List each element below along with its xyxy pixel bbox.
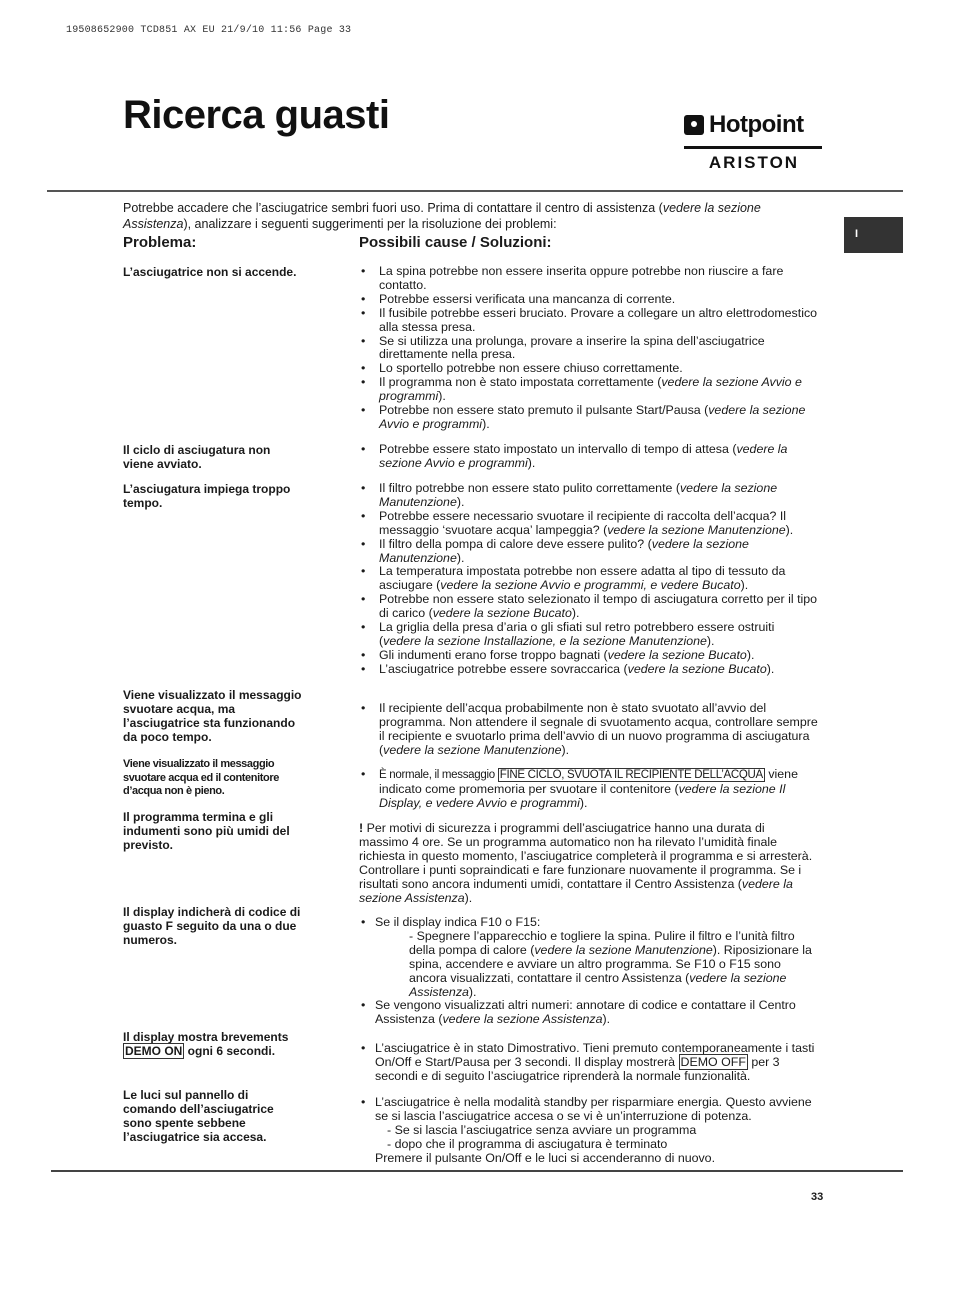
solution-text: Il recipiente dell’acqua probabilmente non è stato svuotato all’avvio del programma. Non attendere il segnale di svuotamento acqua, controllare sempre il recipiente e svuotarlo prima dell’avvio di un nuovo programma di asciugatura ( [379, 701, 818, 757]
solution-text: ). [602, 1012, 611, 1027]
solution-text: ). [579, 795, 588, 810]
problem-item: L’asciugatrice non si accende. [123, 265, 297, 279]
problem-text: ogni 6 secondi. [184, 1044, 276, 1058]
solution-text: Il filtro della pompa di calore deve essere pulito? ( [379, 536, 652, 551]
intro-part: ), analizzare i seguenti suggerimenti per la risoluzione dei problemi: [183, 217, 557, 231]
page-title: Ricerca guasti [123, 93, 390, 137]
solution-item [359, 404, 819, 432]
solution-text: Se vengono visualizzati altri numeri: annotare di codice e contattare il Centro Assistenza ( [375, 998, 796, 1027]
solution-text: Potrebbe non essere stato premuto il pulsante Start/Pausa ( [379, 403, 709, 418]
solution-item [359, 768, 819, 811]
solution-ref: vedere la sezione Manutenzione [607, 522, 786, 537]
solution-item [359, 265, 819, 293]
problem-item: Viene visualizzato il messaggio svuotare acqua ed il contenitore d’acqua non è pieno. [123, 758, 279, 797]
solution-ref: vedere la sezione Bucato [432, 606, 572, 621]
solution-text: ). [482, 416, 490, 431]
warning-icon: ! [359, 821, 364, 835]
bottom-divider [51, 1170, 903, 1172]
solution-text: La spina potrebbe non essere inserita oppure potrebbe non riuscire a fare contatto. [379, 264, 784, 292]
problem-item: L’asciugatura impiega troppo tempo. [123, 482, 291, 510]
solution-text: La temperatura impostata potrebbe non essere adatta al tipo di tessuto da asciugare ( [379, 564, 786, 593]
solution-item [359, 999, 817, 1027]
solution-block [359, 822, 814, 905]
solution-item [359, 621, 819, 649]
solution-text: ). [561, 742, 570, 757]
solution-ref: vedere la sezione Avvio e programmi [379, 442, 788, 470]
solution-item [359, 293, 819, 307]
solution-text: Il filtro potrebbe non essere stato pulito correttamente ( [379, 481, 680, 495]
solution-text: ). [746, 647, 755, 662]
solution-text: Per motivi di sicurezza i programmi dell’asciugatrice hanno una durata di massimo 4 ore. Se un programma automatico non ha rilevato l’umidità finale richiesta in questo momento, l’asciugatrice completerà il programma e si arresterà. Controllare i punti sopraindicati e fare funzionare nuovamente il programma. Se i risultati sono ancora indumenti umidi, contattare il Centro Assistenza ( [359, 821, 813, 891]
intro-part: Potrebbe accadere che l’asciugatrice sembri fuori uso. Prima di contattare il centro di assistenza ( [123, 201, 663, 215]
fine-ciclo-display-box: FINE CICLO, SVUOTA IL RECIPIENTE DELL’ACQUA [499, 769, 763, 781]
hotpoint-logo-icon [684, 115, 704, 135]
solution-block [359, 916, 817, 1027]
solution-block [359, 702, 819, 758]
page-number: 33 [811, 1191, 824, 1203]
solution-item [359, 362, 819, 376]
logo-brand: Hotpoint [709, 111, 804, 138]
solution-ref: vedere la sezione Manutenzione [383, 742, 562, 757]
solution-ref: vedere la sezione Manutenzione [534, 942, 713, 957]
solution-text: Potrebbe essersi verificata una mancanza di corrente. [379, 291, 676, 306]
problem-item: Le luci sul pannello di comando dell’asciugatrice sono spente sebbene l’asciugatrice sia accesa. [123, 1088, 274, 1144]
top-divider [47, 190, 903, 192]
solution-item [359, 443, 819, 471]
problem-text: Il display mostra brevements [123, 1030, 289, 1044]
solution-item [359, 1042, 817, 1084]
solution-ref: vedere la sezione Bucato [607, 647, 747, 662]
solution-text: Se il display indica F10 o F15: [375, 915, 541, 929]
solution-text: ). [706, 633, 715, 648]
solution-subitem: - dopo che il programma di asciugatura è terminato [387, 1136, 668, 1151]
solution-ref: vedere la sezione Manutenzione [379, 481, 778, 509]
solution-block [359, 1042, 817, 1084]
solution-text: Premere il pulsante On/Off e le luci si accenderanno di nuovo. [375, 1150, 716, 1165]
solution-text: Il fusibile potrebbe esseri bruciato. Provare a collegare un altro elettrodomestico alla stessa presa. [379, 305, 818, 334]
logo-sub: ARISTON [708, 153, 800, 172]
solution-text: È normale, il messaggio [379, 769, 498, 781]
solution-text: ). [438, 389, 446, 404]
solution-ref: vedere la sezione Avvio e programmi [379, 375, 802, 404]
solution-item [359, 565, 819, 593]
solution-item [359, 510, 819, 538]
problem-column-header: Problema: [123, 234, 197, 251]
solution-block [359, 265, 819, 432]
solution-block [359, 482, 819, 677]
solution-item [359, 538, 819, 566]
solution-text: Il programma non è stato impostata correttamente ( [379, 375, 662, 390]
solution-item [359, 702, 819, 758]
solution-text: ). [571, 606, 580, 621]
solution-text: Se si utilizza una prolunga, provare a inserire la spina dell’asciugatrice direttamente nella presa. [379, 333, 765, 362]
solution-ref: vedere la sezione Il Display, e vedere Avvio e programmi [379, 781, 786, 810]
solution-item [359, 593, 819, 621]
solution-block [359, 768, 819, 811]
solution-text: L’asciugatrice potrebbe essere sovraccarica ( [379, 661, 628, 676]
solution-ref: vedere la sezione Assistenza [359, 876, 793, 905]
solution-text: Gli indumenti erano forse troppo bagnati ( [379, 647, 608, 662]
solution-text: ). [468, 984, 477, 999]
intro-text [123, 200, 803, 232]
solution-text: viene indicato come promemoria per svuotare il contenitore ( [379, 767, 798, 796]
solution-text: L’asciugatrice è nella modalità standby per risparmiare energia. Questo avviene se si lascia l’asciugatrice accesa o se vi è un’interruzione di potenza. [375, 1095, 812, 1123]
language-tab-label: I [855, 228, 859, 240]
solution-item [359, 649, 819, 663]
solution-ref: vedere la sezione Assistenza [442, 1012, 603, 1027]
solution-text: ). [766, 661, 775, 676]
solution-text: ). Riposizionare la spina, accendere e avviare un altro programma. Se F10 o F15 sono ancora visualizzati, contattare il centro Assistenza ( [409, 942, 812, 985]
solution-item [359, 376, 819, 404]
solution-item [359, 663, 819, 677]
demo-off-display-box: DEMO OFF [680, 1054, 746, 1069]
solution-text: L’asciugatrice è in stato Dimostrativo. Tieni premuto contemporaneamente i tasti On/Off e Start/Pausa per 3 secondi. Il display mostrerà [375, 1041, 815, 1069]
solution-ref: vedere la sezione Avvio e programmi [379, 403, 806, 431]
solution-text: Potrebbe non essere stato selezionato il tempo di asciugatura corretto per il tipo di carico ( [379, 592, 818, 621]
solution-subitem [375, 930, 817, 1000]
solution-text: Potrebbe essere necessario svuotare il recipiente di raccolta dell’acqua? Il messaggio ‘svuotare acqua’ lampeggia? ( [379, 508, 787, 537]
problem-item: Viene visualizzato il messaggio svuotare acqua, ma l’asciugatrice sta funzionando da poco tempo. [123, 688, 302, 744]
causes-column-header: Possibili cause / Soluzioni: [359, 234, 552, 251]
solution-text: La griglia della presa d’aria o gli sfiati sul retro potrebbero essere ostruiti ( [379, 620, 775, 648]
print-header: 19508652900 TCD851 AX EU 21/9/10 11:56 Page 33 [66, 25, 352, 36]
solution-subitem: - Se si lascia l’asciugatrice senza avviare un programma [387, 1122, 697, 1137]
solution-text: ). [740, 578, 749, 593]
solution-block [359, 443, 819, 471]
solution-text: ). [456, 494, 465, 509]
solution-item [359, 482, 819, 510]
solution-item [359, 307, 819, 335]
language-tab [844, 217, 903, 253]
solution-text: per 3 secondi e di seguito l’asciugatrice riprenderà la normale funzionalità. [375, 1054, 780, 1083]
problem-item [123, 1030, 318, 1058]
solution-ref: vedere la sezione Installazione, e la sezione Manutenzione [383, 633, 707, 648]
solution-ref: vedere la sezione Bucato [627, 661, 767, 676]
solution-text: Lo sportello potrebbe non essere chiuso correttamente. [379, 361, 683, 376]
solution-ref: vedere la sezione Manutenzione [379, 536, 749, 565]
solution-text: ). [464, 890, 473, 905]
solution-item [359, 916, 817, 999]
solution-item [359, 335, 819, 363]
solution-text: Potrebbe essere stato impostato un intervallo di tempo di attesa ( [379, 442, 737, 456]
hotpoint-ariston-logo [684, 112, 824, 173]
problem-item: Il programma termina e gli indumenti sono più umidi del previsto. [123, 810, 290, 852]
solution-block [359, 1096, 817, 1166]
solution-text: ). [527, 455, 536, 470]
logo-rule [684, 146, 822, 149]
intro-emphasis: vedere la sezione Assistenza [123, 201, 761, 231]
solution-item [359, 1096, 817, 1166]
solution-ref: vedere la sezione Assistenza [409, 970, 787, 999]
solution-text: ). [785, 522, 794, 537]
problem-item: Il display indicherà di codice di guasto F seguito da una o due numeros. [123, 905, 301, 947]
demo-on-display-box: DEMO ON [125, 1044, 183, 1058]
problem-item: Il ciclo di asciugatura non viene avviato. [123, 443, 271, 471]
solution-ref: vedere la sezione Avvio e programmi, e vedere Bucato [440, 578, 741, 593]
solution-text: - Spegnere l’apparecchio e togliere la spina. Pulire il filtro e l’unità filtro della pompa di calore ( [409, 928, 795, 957]
solution-text: ). [456, 550, 465, 565]
